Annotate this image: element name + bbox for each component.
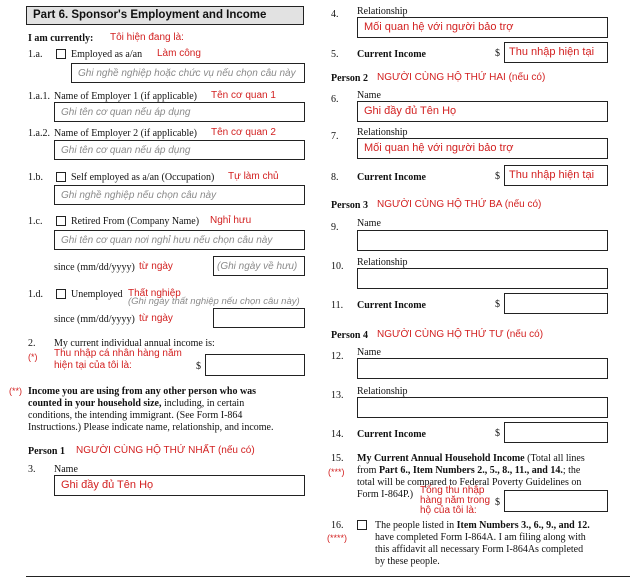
item-14-number: 14. <box>331 429 344 440</box>
total-line1-rest: (Total all lines <box>524 453 585 464</box>
currently-label: I am currently: <box>28 33 94 44</box>
person2-note: NGƯỜI CÙNG HỘ THỨ HAI (nếu có) <box>377 72 546 83</box>
total-line1-bold: My Current Annual Household Income <box>357 453 525 464</box>
person1-relationship-input[interactable] <box>357 17 608 38</box>
total-line3: total will be compared to Federal Poverty Guidelines on <box>357 477 582 488</box>
income-marker: (*) <box>28 352 38 362</box>
bottom-divider <box>26 576 630 577</box>
employer2-note: Tên cơ quan 2 <box>211 127 276 138</box>
income5-label: Current Income <box>357 49 426 60</box>
item-9-number: 9. <box>331 222 339 233</box>
unemployed-sub-note: (Ghi ngày thất nghiệp nếu chọn câu này) <box>128 296 300 307</box>
retired-label: Retired From (Company Name) <box>71 216 200 227</box>
item16-checkbox[interactable] <box>357 520 367 530</box>
item-1a2-number: 1.a.2. <box>28 128 50 139</box>
relationship10-label: Relationship <box>357 257 408 268</box>
total-line4: Form I-864P.) <box>357 489 414 500</box>
relationship4-label: Relationship <box>357 6 408 17</box>
occupation-input[interactable] <box>71 63 305 83</box>
person3-relationship-input[interactable] <box>357 268 608 289</box>
item-1a-number: 1.a. <box>28 49 43 60</box>
household-line2-rest: including, in certain <box>161 398 245 409</box>
item-1a1-number: 1.a.1. <box>28 91 50 102</box>
retired-company-input[interactable] <box>54 230 305 250</box>
occupation-placeholder: Ghi nghề nghiệp hoặc chức vụ nếu chọn câu này <box>78 68 296 79</box>
household-line4: Instructions.) Please indicate name, relationship, and income. <box>28 422 274 433</box>
person1-income-value: Thu nhập hiện tại <box>509 46 595 58</box>
person4-relationship-input[interactable] <box>357 397 608 418</box>
person4-income-input[interactable] <box>504 422 608 443</box>
employer2-label: Name of Employer 2 (if applicable) <box>54 128 197 139</box>
employer2-input[interactable] <box>54 140 305 160</box>
item16-line4: by these people. <box>375 556 440 567</box>
income-note-line2: hiện tại của tôi là: <box>54 360 132 371</box>
item-1c-number: 1.c. <box>28 216 43 227</box>
income-label: My current individual annual income is: <box>54 338 215 349</box>
retired-company-placeholder: Ghi tên cơ quan nơi nghỉ hưu nếu chọn câu này <box>61 235 273 246</box>
item-15-number: 15. <box>331 453 344 464</box>
item-8-number: 8. <box>331 172 339 183</box>
item-16-number: 16. <box>331 520 344 531</box>
income14-dollar: $ <box>495 428 500 439</box>
total-note-line1: Tổng thu nhập <box>420 485 485 496</box>
item-4-number: 4. <box>331 9 339 20</box>
unemployed-since-label: since (mm/dd/yyyy) <box>54 314 135 325</box>
person3-name-input[interactable] <box>357 230 608 251</box>
person4-label: Person 4 <box>331 330 368 341</box>
household-income-input[interactable] <box>504 490 608 512</box>
item16-marker: (****) <box>327 533 348 543</box>
employed-note: Làm công <box>157 48 201 59</box>
total-line2-a: from <box>357 465 379 476</box>
household-line2-bold: counted in your household size, <box>28 398 162 409</box>
person1-name-input[interactable] <box>54 475 305 496</box>
household-marker: (**) <box>9 386 22 396</box>
total-dollar: $ <box>495 497 500 508</box>
income-dollar: $ <box>196 361 201 372</box>
person2-relationship-input[interactable] <box>357 138 608 159</box>
item16-line1-bold: Item Numbers 3., 6., 9., and 12. <box>456 520 590 531</box>
total-note-line3: hộ của tôi là: <box>420 505 477 516</box>
item-7-number: 7. <box>331 131 339 142</box>
person2-income-input[interactable] <box>504 165 608 186</box>
unemployed-note: Thất nghiệp <box>128 288 181 299</box>
retired-since-placeholder: (Ghi ngày về hưu) <box>217 261 298 272</box>
person1-note: NGƯỜI CÙNG HỘ THỨ NHẤT (nếu có) <box>76 445 255 456</box>
name6-label: Name <box>357 90 381 101</box>
item-11-number: 11. <box>331 300 344 311</box>
total-line2-rest: ; the <box>562 465 581 476</box>
person3-label: Person 3 <box>331 200 368 211</box>
item-3-number: 3. <box>28 464 36 475</box>
person1-income-input[interactable] <box>504 42 608 63</box>
item-2-number: 2. <box>28 338 36 349</box>
income5-dollar: $ <box>495 48 500 59</box>
retired-since-note: từ ngày <box>139 261 173 272</box>
retired-checkbox[interactable] <box>56 216 66 226</box>
name3-label: Name <box>54 464 78 475</box>
relationship13-label: Relationship <box>357 386 408 397</box>
self-employed-label: Self employed as a/an (Occupation) <box>71 172 215 183</box>
item16-line1-a: The people listed in <box>375 520 457 531</box>
part-title: Part 6. Sponsor's Employment and Income <box>26 6 304 25</box>
person3-note: NGƯỜI CÙNG HỘ THỨ BA (nếu có) <box>377 199 542 210</box>
employed-checkbox[interactable] <box>56 49 66 59</box>
retired-note: Nghỉ hưu <box>210 215 252 226</box>
total-note-line2: hàng năm trong <box>420 495 491 506</box>
person2-name-input[interactable] <box>357 101 608 122</box>
currently-note: Tôi hiện đang là: <box>110 32 184 43</box>
income8-label: Current Income <box>357 172 426 183</box>
income11-dollar: $ <box>495 299 500 310</box>
item16-line3: this affidavit all necessary Form I-864As completed <box>375 544 584 555</box>
total-marker: (***) <box>328 467 345 477</box>
name12-label: Name <box>357 347 381 358</box>
item-12-number: 12. <box>331 351 344 362</box>
income8-dollar: $ <box>495 171 500 182</box>
unemployed-checkbox[interactable] <box>56 289 66 299</box>
relationship7-label: Relationship <box>357 127 408 138</box>
person2-relationship-value: Mối quan hệ với người bảo trợ <box>364 142 514 154</box>
item-6-number: 6. <box>331 94 339 105</box>
item-10-number: 10. <box>331 261 344 272</box>
household-line3: conditions, the intending immigrant. (See Form I-864 <box>28 410 243 421</box>
item-13-number: 13. <box>331 390 344 401</box>
employed-label: Employed as a/an <box>71 49 143 60</box>
income14-label: Current Income <box>357 429 426 440</box>
employer1-note: Tên cơ quan 1 <box>211 90 276 101</box>
employer1-label: Name of Employer 1 (if applicable) <box>54 91 197 102</box>
person3-income-input[interactable] <box>504 293 608 314</box>
employer1-input[interactable] <box>54 102 305 122</box>
item-1d-number: 1.d. <box>28 289 43 300</box>
unemployed-label: Unemployed <box>71 289 123 300</box>
item16-line2: have completed Form I-864A. I am filing along with <box>375 532 586 543</box>
name9-label: Name <box>357 218 381 229</box>
person1-relationship-value: Mối quan hệ với người bảo trợ <box>364 21 514 33</box>
person4-note: NGƯỜI CÙNG HỘ THỨ TƯ (nếu có) <box>377 329 544 340</box>
person2-label: Person 2 <box>331 73 368 84</box>
household-line1: Income you are using from any other person who was <box>28 386 257 397</box>
self-employed-input[interactable] <box>54 185 305 205</box>
item-5-number: 5. <box>331 49 339 60</box>
employer2-placeholder: Ghi tên cơ quan nếu áp dụng <box>61 145 191 156</box>
person1-name-value: Ghi đầy đủ Tên Họ <box>61 479 154 491</box>
total-line2-bold: Part 6., Item Numbers 2., 5., 8., 11., and 14. <box>378 465 563 476</box>
income11-label: Current Income <box>357 300 426 311</box>
person4-name-input[interactable] <box>357 358 608 379</box>
self-employed-checkbox[interactable] <box>56 172 66 182</box>
person2-income-value: Thu nhập hiện tại <box>509 169 595 181</box>
income-note-line1: Thu nhập cá nhân hàng năm <box>54 348 182 359</box>
retired-since-label: since (mm/dd/yyyy) <box>54 262 135 273</box>
unemployed-since-note: từ ngày <box>139 313 173 324</box>
person2-name-value: Ghi đầy đủ Tên Họ <box>364 105 457 117</box>
employer1-placeholder: Ghi tên cơ quan nếu áp dụng <box>61 107 191 118</box>
unemployed-since-input[interactable] <box>213 308 305 328</box>
individual-income-input[interactable] <box>205 354 305 376</box>
self-employed-placeholder: Ghi nghề nghiệp nếu chọn câu này <box>61 190 217 201</box>
item-1b-number: 1.b. <box>28 172 43 183</box>
retired-since-input[interactable] <box>213 256 305 276</box>
self-employed-note: Tự làm chủ <box>228 171 279 182</box>
person1-label: Person 1 <box>28 446 65 457</box>
